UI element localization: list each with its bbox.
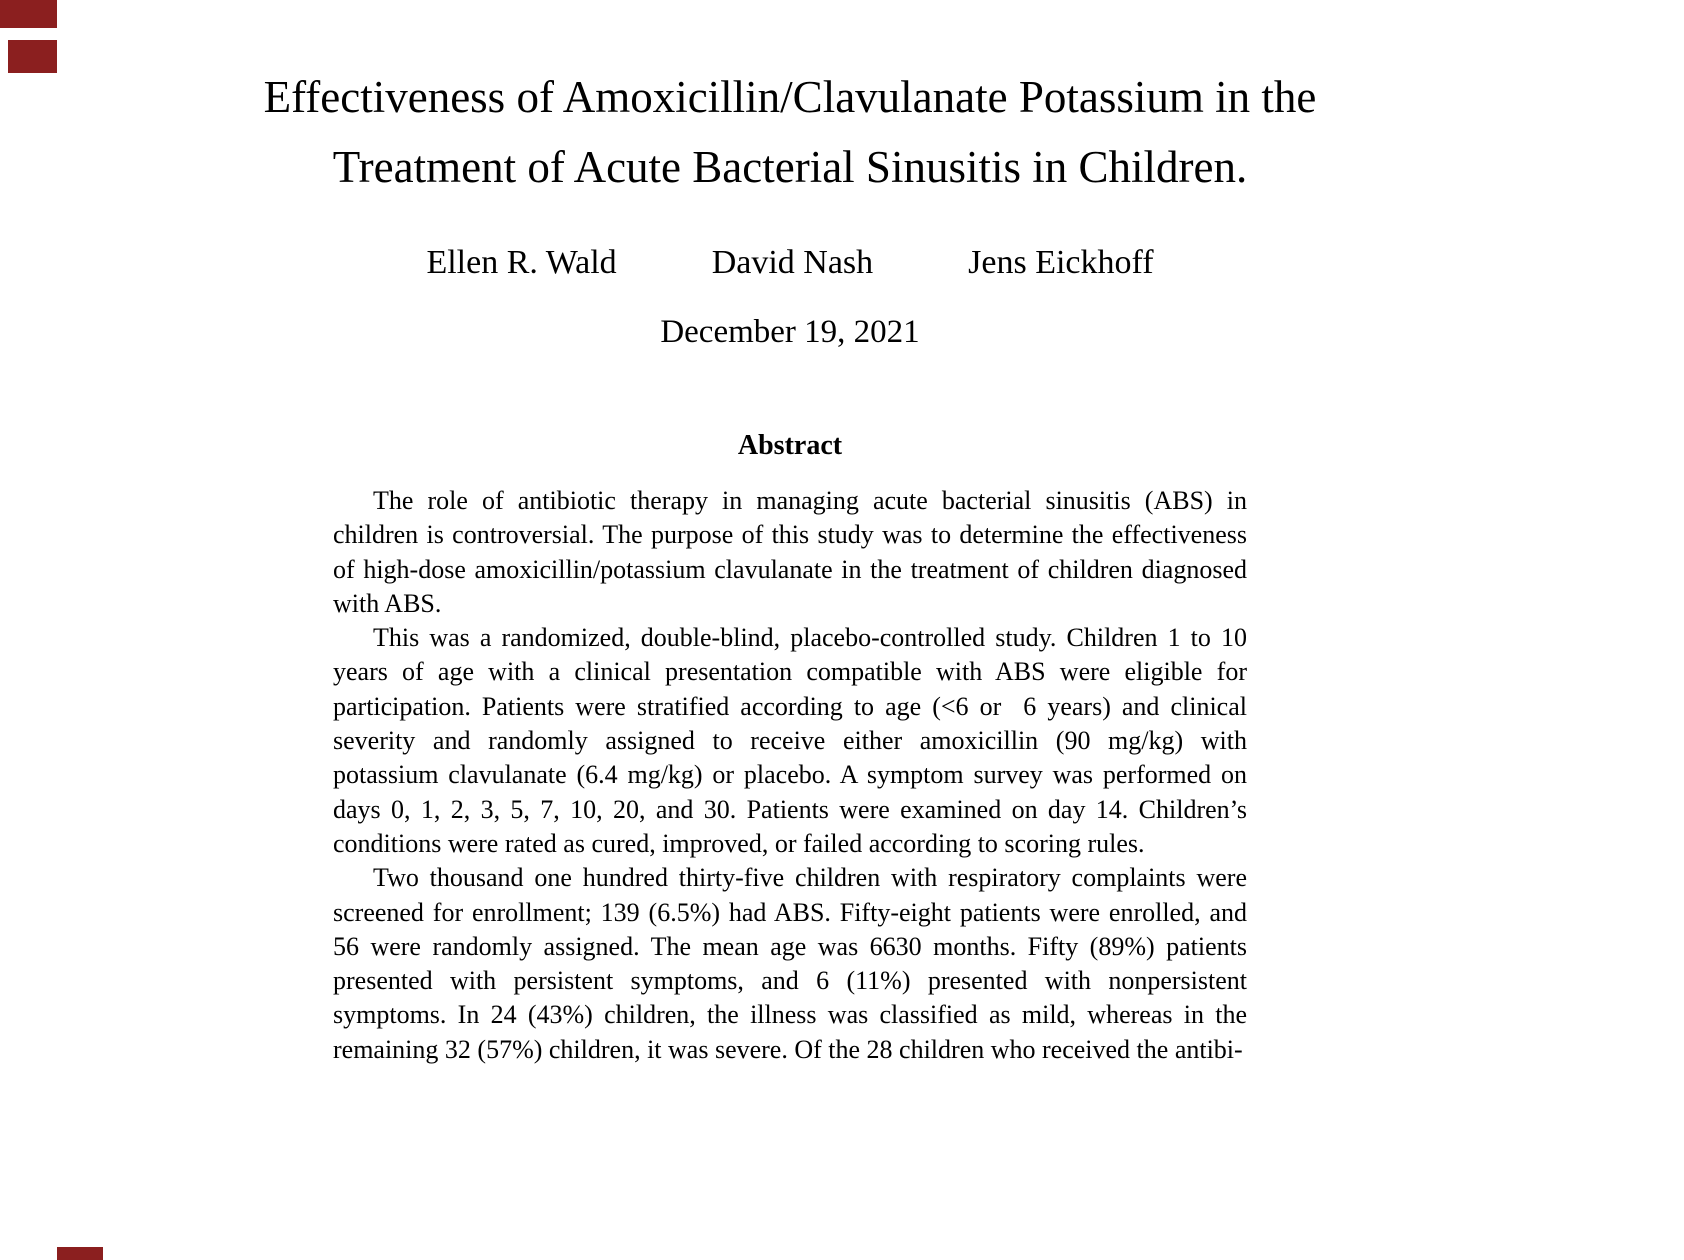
paper-date: December 19, 2021 xyxy=(660,314,920,350)
maroon-marker-bottom xyxy=(57,1247,103,1260)
author-name: David Nash xyxy=(711,244,874,281)
paper-title: Effectiveness of Amoxicillin/Clavulanate Potassium in the Treatment of Acute Bacterial Sinusitis in Children. xyxy=(263,72,1317,192)
authors-row xyxy=(0,242,1580,284)
abstract-section xyxy=(333,428,1247,1067)
abstract-body xyxy=(333,484,1247,1067)
abstract-paragraph: The role of antibiotic therapy in managing acute bacterial sinusitis (ABS) in children is controversial. The purpose of this study was to determine the effectiveness of high-dose amoxicillin/potassium clavulanate in the treatment of children diagnosed with ABS. xyxy=(333,486,1247,618)
abstract-paragraph: Two thousand one hundred thirty-five children with respiratory complaints were screened for enrollment; 139 (6.5%) had ABS. Fifty-eight patients were enrolled, and 56 were randomly assigned. The mean age was 6630 months. Fifty (89%) patients presented with persistent symptoms, and 6 (11%) presented with nonpersistent symptoms. In 24 (43%) children, the illness was classified as mild, whereas in the remaining 32 (57%) children, it was severe. Of the 28 children who received the antibi- xyxy=(333,863,1247,1064)
author-name: Ellen R. Wald xyxy=(426,244,617,281)
abstract-paragraph: This was a randomized, double-blind, placebo-controlled study. Children 1 to 10 years of age with a clinical presentation compatible with ABS were eligible for participation. Patients were stratified according to age (<6 or 6 years) and clinical severity and randomly assigned to receive either amoxicillin (90 mg/kg) with potassium clavulanate (6.4 mg/kg) or placebo. A symptom survey was performed on days 0, 1, 2, 3, 5, 7, 10, 20, and 30. Patients were examined on day 14. Children’s conditions were rated as cured, improved, or failed according to scoring rules. xyxy=(333,623,1247,858)
abstract-heading: Abstract xyxy=(737,430,843,461)
author-name: Jens Eickhoff xyxy=(968,244,1154,281)
